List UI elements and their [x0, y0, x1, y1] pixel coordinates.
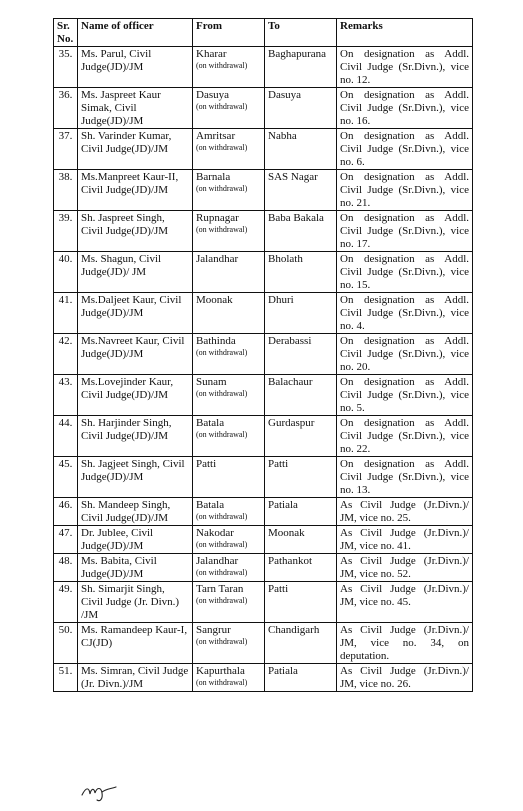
table-row — [54, 170, 473, 211]
table-header-row — [54, 19, 473, 47]
row-sr-no: 40. — [54, 252, 78, 293]
row-sr-no: 42. — [54, 334, 78, 375]
from-place: Kharar — [196, 48, 227, 60]
row-sr-no: 46. — [54, 498, 78, 526]
table-row — [54, 526, 473, 554]
row-officer-name: Ms. Jaspreet Kaur Simak, Civil Judge(JD)/JM — [78, 88, 193, 129]
row-remarks: On designation as Addl. Civil Judge (Sr.Divn.), vice no. 20. — [337, 334, 473, 375]
row-officer-name: Sh. Jaspreet Singh, Civil Judge(JD)/JM — [78, 211, 193, 252]
from-place: Dasuya — [196, 89, 229, 101]
row-remarks: On designation as Addl. Civil Judge (Sr.Divn.), vice no. 12. — [337, 47, 473, 88]
table-row — [54, 211, 473, 252]
row-to: Moonak — [265, 526, 337, 554]
row-to: Nabha — [265, 129, 337, 170]
row-from — [193, 129, 265, 170]
row-from — [193, 457, 265, 498]
row-officer-name: Sh. Harjinder Singh, Civil Judge(JD)/JM — [78, 416, 193, 457]
row-from — [193, 47, 265, 88]
row-to: SAS Nagar — [265, 170, 337, 211]
from-place: Rupnagar — [196, 212, 239, 224]
row-from — [193, 293, 265, 334]
row-sr-no: 37. — [54, 129, 78, 170]
row-remarks: As Civil Judge (Jr.Divn.)/ JM, vice no. 45. — [337, 582, 473, 623]
table-row — [54, 498, 473, 526]
row-from — [193, 334, 265, 375]
from-note: (on withdrawal) — [196, 389, 248, 398]
row-sr-no: 49. — [54, 582, 78, 623]
row-sr-no: 51. — [54, 664, 78, 692]
from-note: (on withdrawal) — [196, 430, 248, 439]
row-officer-name: Ms. Babita, Civil Judge(JD)/JM — [78, 554, 193, 582]
row-officer-name: Sh. Jagjeet Singh, Civil Judge(JD)/JM — [78, 457, 193, 498]
row-sr-no: 48. — [54, 554, 78, 582]
row-officer-name: Ms.Navreet Kaur, Civil Judge(JD)/JM — [78, 334, 193, 375]
from-place: Tarn Taran — [196, 583, 244, 595]
row-to: Gurdaspur — [265, 416, 337, 457]
from-note: (on withdrawal) — [196, 143, 248, 152]
header-to: To — [265, 19, 337, 47]
row-to: Patti — [265, 457, 337, 498]
row-sr-no: 43. — [54, 375, 78, 416]
row-officer-name: Dr. Jublee, Civil Judge(JD)/JM — [78, 526, 193, 554]
row-remarks: On designation as Addl. Civil Judge (Sr.Divn.), vice no. 4. — [337, 293, 473, 334]
row-to: Dhuri — [265, 293, 337, 334]
from-place: Amritsar — [196, 130, 236, 142]
from-place: Moonak — [196, 294, 233, 306]
row-from — [193, 623, 265, 664]
row-officer-name: Ms. Ramandeep Kaur-I, CJ(JD) — [78, 623, 193, 664]
row-sr-no: 47. — [54, 526, 78, 554]
header-sr-no: Sr. No. — [54, 19, 78, 47]
table-row — [54, 457, 473, 498]
row-to: Baba Bakala — [265, 211, 337, 252]
row-from — [193, 170, 265, 211]
from-note: (on withdrawal) — [196, 637, 248, 646]
from-place: Batala — [196, 499, 225, 511]
row-remarks: On designation as Addl. Civil Judge (Sr.Divn.), vice no. 16. — [337, 88, 473, 129]
row-to: Derabassi — [265, 334, 337, 375]
row-officer-name: Sh. Varinder Kumar, Civil Judge(JD)/JM — [78, 129, 193, 170]
row-sr-no: 35. — [54, 47, 78, 88]
header-remarks: Remarks — [337, 19, 473, 47]
row-remarks: On designation as Addl. Civil Judge (Sr.Divn.), vice no. 22. — [337, 416, 473, 457]
from-place: Bathinda — [196, 335, 236, 347]
row-to: Chandigarh — [265, 623, 337, 664]
row-to: Patti — [265, 582, 337, 623]
row-from — [193, 88, 265, 129]
row-sr-no: 38. — [54, 170, 78, 211]
from-place: Sunam — [196, 376, 227, 388]
from-place: Batala — [196, 417, 225, 429]
row-to: Baghapurana — [265, 47, 337, 88]
table-row — [54, 375, 473, 416]
row-officer-name: Ms.Manpreet Kaur-II, Civil Judge(JD)/JM — [78, 170, 193, 211]
from-place: Jalandhar — [196, 555, 239, 567]
row-remarks: As Civil Judge (Jr.Divn.)/ JM, vice no. 34, on deputation. — [337, 623, 473, 664]
table-row — [54, 129, 473, 170]
row-sr-no: 50. — [54, 623, 78, 664]
row-remarks: As Civil Judge (Jr.Divn.)/ JM, vice no. 41. — [337, 526, 473, 554]
row-sr-no: 45. — [54, 457, 78, 498]
row-from — [193, 375, 265, 416]
header-from: From — [193, 19, 265, 47]
row-remarks: On designation as Addl. Civil Judge (Sr.Divn.), vice no. 6. — [337, 129, 473, 170]
row-sr-no: 39. — [54, 211, 78, 252]
row-from — [193, 252, 265, 293]
row-sr-no: 44. — [54, 416, 78, 457]
from-note: (on withdrawal) — [196, 225, 248, 234]
row-to: Balachaur — [265, 375, 337, 416]
from-note: (on withdrawal) — [196, 348, 248, 357]
from-note: (on withdrawal) — [196, 568, 248, 577]
from-place: Barnala — [196, 171, 231, 183]
table-row — [54, 47, 473, 88]
row-to: Pathankot — [265, 554, 337, 582]
row-officer-name: Ms. Simran, Civil Judge (Jr. Divn.)/JM — [78, 664, 193, 692]
row-sr-no: 36. — [54, 88, 78, 129]
row-from — [193, 498, 265, 526]
row-from — [193, 554, 265, 582]
from-note: (on withdrawal) — [196, 184, 248, 193]
row-officer-name: Ms. Shagun, Civil Judge(JD)/ JM — [78, 252, 193, 293]
row-to: Patiala — [265, 498, 337, 526]
row-from — [193, 416, 265, 457]
from-note: (on withdrawal) — [196, 102, 248, 111]
from-note: (on withdrawal) — [196, 61, 248, 70]
row-from — [193, 211, 265, 252]
header-officer: Name of officer — [78, 19, 193, 47]
table-row — [54, 334, 473, 375]
from-note: (on withdrawal) — [196, 540, 248, 549]
signature-mark — [80, 781, 120, 803]
row-to: Patiala — [265, 664, 337, 692]
row-remarks: As Civil Judge (Jr.Divn.)/ JM, vice no. 25. — [337, 498, 473, 526]
table-row — [54, 88, 473, 129]
row-remarks: On designation as Addl. Civil Judge (Sr.Divn.), vice no. 5. — [337, 375, 473, 416]
from-note: (on withdrawal) — [196, 678, 248, 687]
from-note: (on withdrawal) — [196, 596, 248, 605]
from-place: Sangrur — [196, 624, 231, 636]
row-remarks: As Civil Judge (Jr.Divn.)/ JM, vice no. 26. — [337, 664, 473, 692]
row-remarks: On designation as Addl. Civil Judge (Sr.Divn.), vice no. 17. — [337, 211, 473, 252]
row-from — [193, 664, 265, 692]
from-place: Kapurthala — [196, 665, 245, 677]
table-row — [54, 416, 473, 457]
table-row — [54, 582, 473, 623]
row-remarks: As Civil Judge (Jr.Divn.)/ JM, vice no. 52. — [337, 554, 473, 582]
row-officer-name: Sh. Mandeep Singh, Civil Judge(JD)/JM — [78, 498, 193, 526]
row-officer-name: Ms.Lovejinder Kaur, Civil Judge(JD)/JM — [78, 375, 193, 416]
table-row — [54, 293, 473, 334]
row-officer-name: Ms. Parul, Civil Judge(JD)/JM — [78, 47, 193, 88]
from-place: Jalandhar — [196, 253, 239, 265]
table-row — [54, 252, 473, 293]
row-to: Bholath — [265, 252, 337, 293]
row-remarks: On designation as Addl. Civil Judge (Sr.Divn.), vice no. 13. — [337, 457, 473, 498]
row-from — [193, 582, 265, 623]
from-note: (on withdrawal) — [196, 512, 248, 521]
table-row — [54, 664, 473, 692]
row-from — [193, 526, 265, 554]
transfer-table — [53, 18, 473, 692]
from-place: Patti — [196, 458, 217, 470]
row-sr-no: 41. — [54, 293, 78, 334]
from-place: Nakodar — [196, 527, 234, 539]
row-remarks: On designation as Addl. Civil Judge (Sr.Divn.), vice no. 15. — [337, 252, 473, 293]
row-remarks: On designation as Addl. Civil Judge (Sr.Divn.), vice no. 21. — [337, 170, 473, 211]
row-officer-name: Ms.Daljeet Kaur, Civil Judge(JD)/JM — [78, 293, 193, 334]
table-row — [54, 554, 473, 582]
row-officer-name: Sh. Simarjit Singh, Civil Judge (Jr. Divn.) /JM — [78, 582, 193, 623]
row-to: Dasuya — [265, 88, 337, 129]
table-row — [54, 623, 473, 664]
